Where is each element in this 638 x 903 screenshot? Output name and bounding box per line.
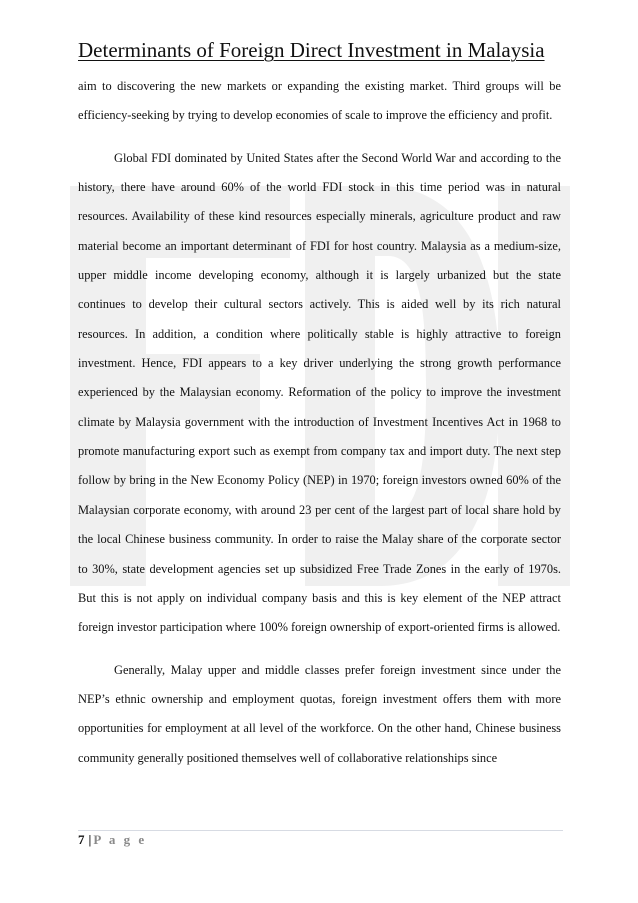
footer-divider: [78, 830, 563, 831]
page-number: 7: [78, 832, 85, 847]
paragraph-global-fdi: Global FDI dominated by United States after the Second World War and according to the history, there have around 60% of the world FDI stock in this time period was in natural resources. Availability of these kind resources especially minerals, agriculture product and raw material become an important determinant of FDI for host country. Malaysia as a medium-size, upper middle income developing economy, although it is largely urbanized but the state continues to develop their cultural sectors actively. This is aided well by its rich natural resources. In addition, a condition where politically stable is highly attractive to foreign investment. Hence, FDI appears to a key driver underlying the strong growth performance experienced by the Malaysian economy. Reformation of the policy to improve the investment climate by Malaysia government with the introduction of Investment Incentives Act in 1968 to promote manufacturing export such as exempt from company tax and import duty. The next step follow by bring in the New Economy Policy (NEP) in 1970; foreign investors owned 60% of the Malaysian corporate economy, with around 23 per cent of the largest part of local share hold by the local Chinese business community. In order to raise the Malay share of the corporate sector to 30%, state development agencies set up subsidized Free Trade Zones in the early of 1970s. But this is not apply on individual company basis and this is key element of the NEP attract foreign investor participation where 100% foreign ownership of export-oriented firms is allowed.: [78, 150, 561, 635]
page-label: P a g e: [93, 832, 147, 847]
paragraph-malay-classes: Generally, Malay upper and middle classes prefer foreign investment since under the NEP’s ethnic ownership and employment quotas, foreign investment offers them with more opportunities for employment at all level of the workforce. On the other hand, Chinese business community generally positioned themselves well of collaborative relationships since: [78, 662, 561, 765]
page-footer: [78, 832, 147, 848]
page-header: [78, 38, 545, 62]
paragraph-continuation: aim to discovering the new markets or expanding the existing market. Third groups will be efficiency-seeking by trying to develop economies of scale to improve the efficiency and profit.: [78, 79, 561, 123]
document-body: [78, 72, 561, 773]
document-title: Determinants of Foreign Direct Investment in Malaysia: [78, 38, 545, 62]
footer-separator: |: [88, 832, 92, 847]
